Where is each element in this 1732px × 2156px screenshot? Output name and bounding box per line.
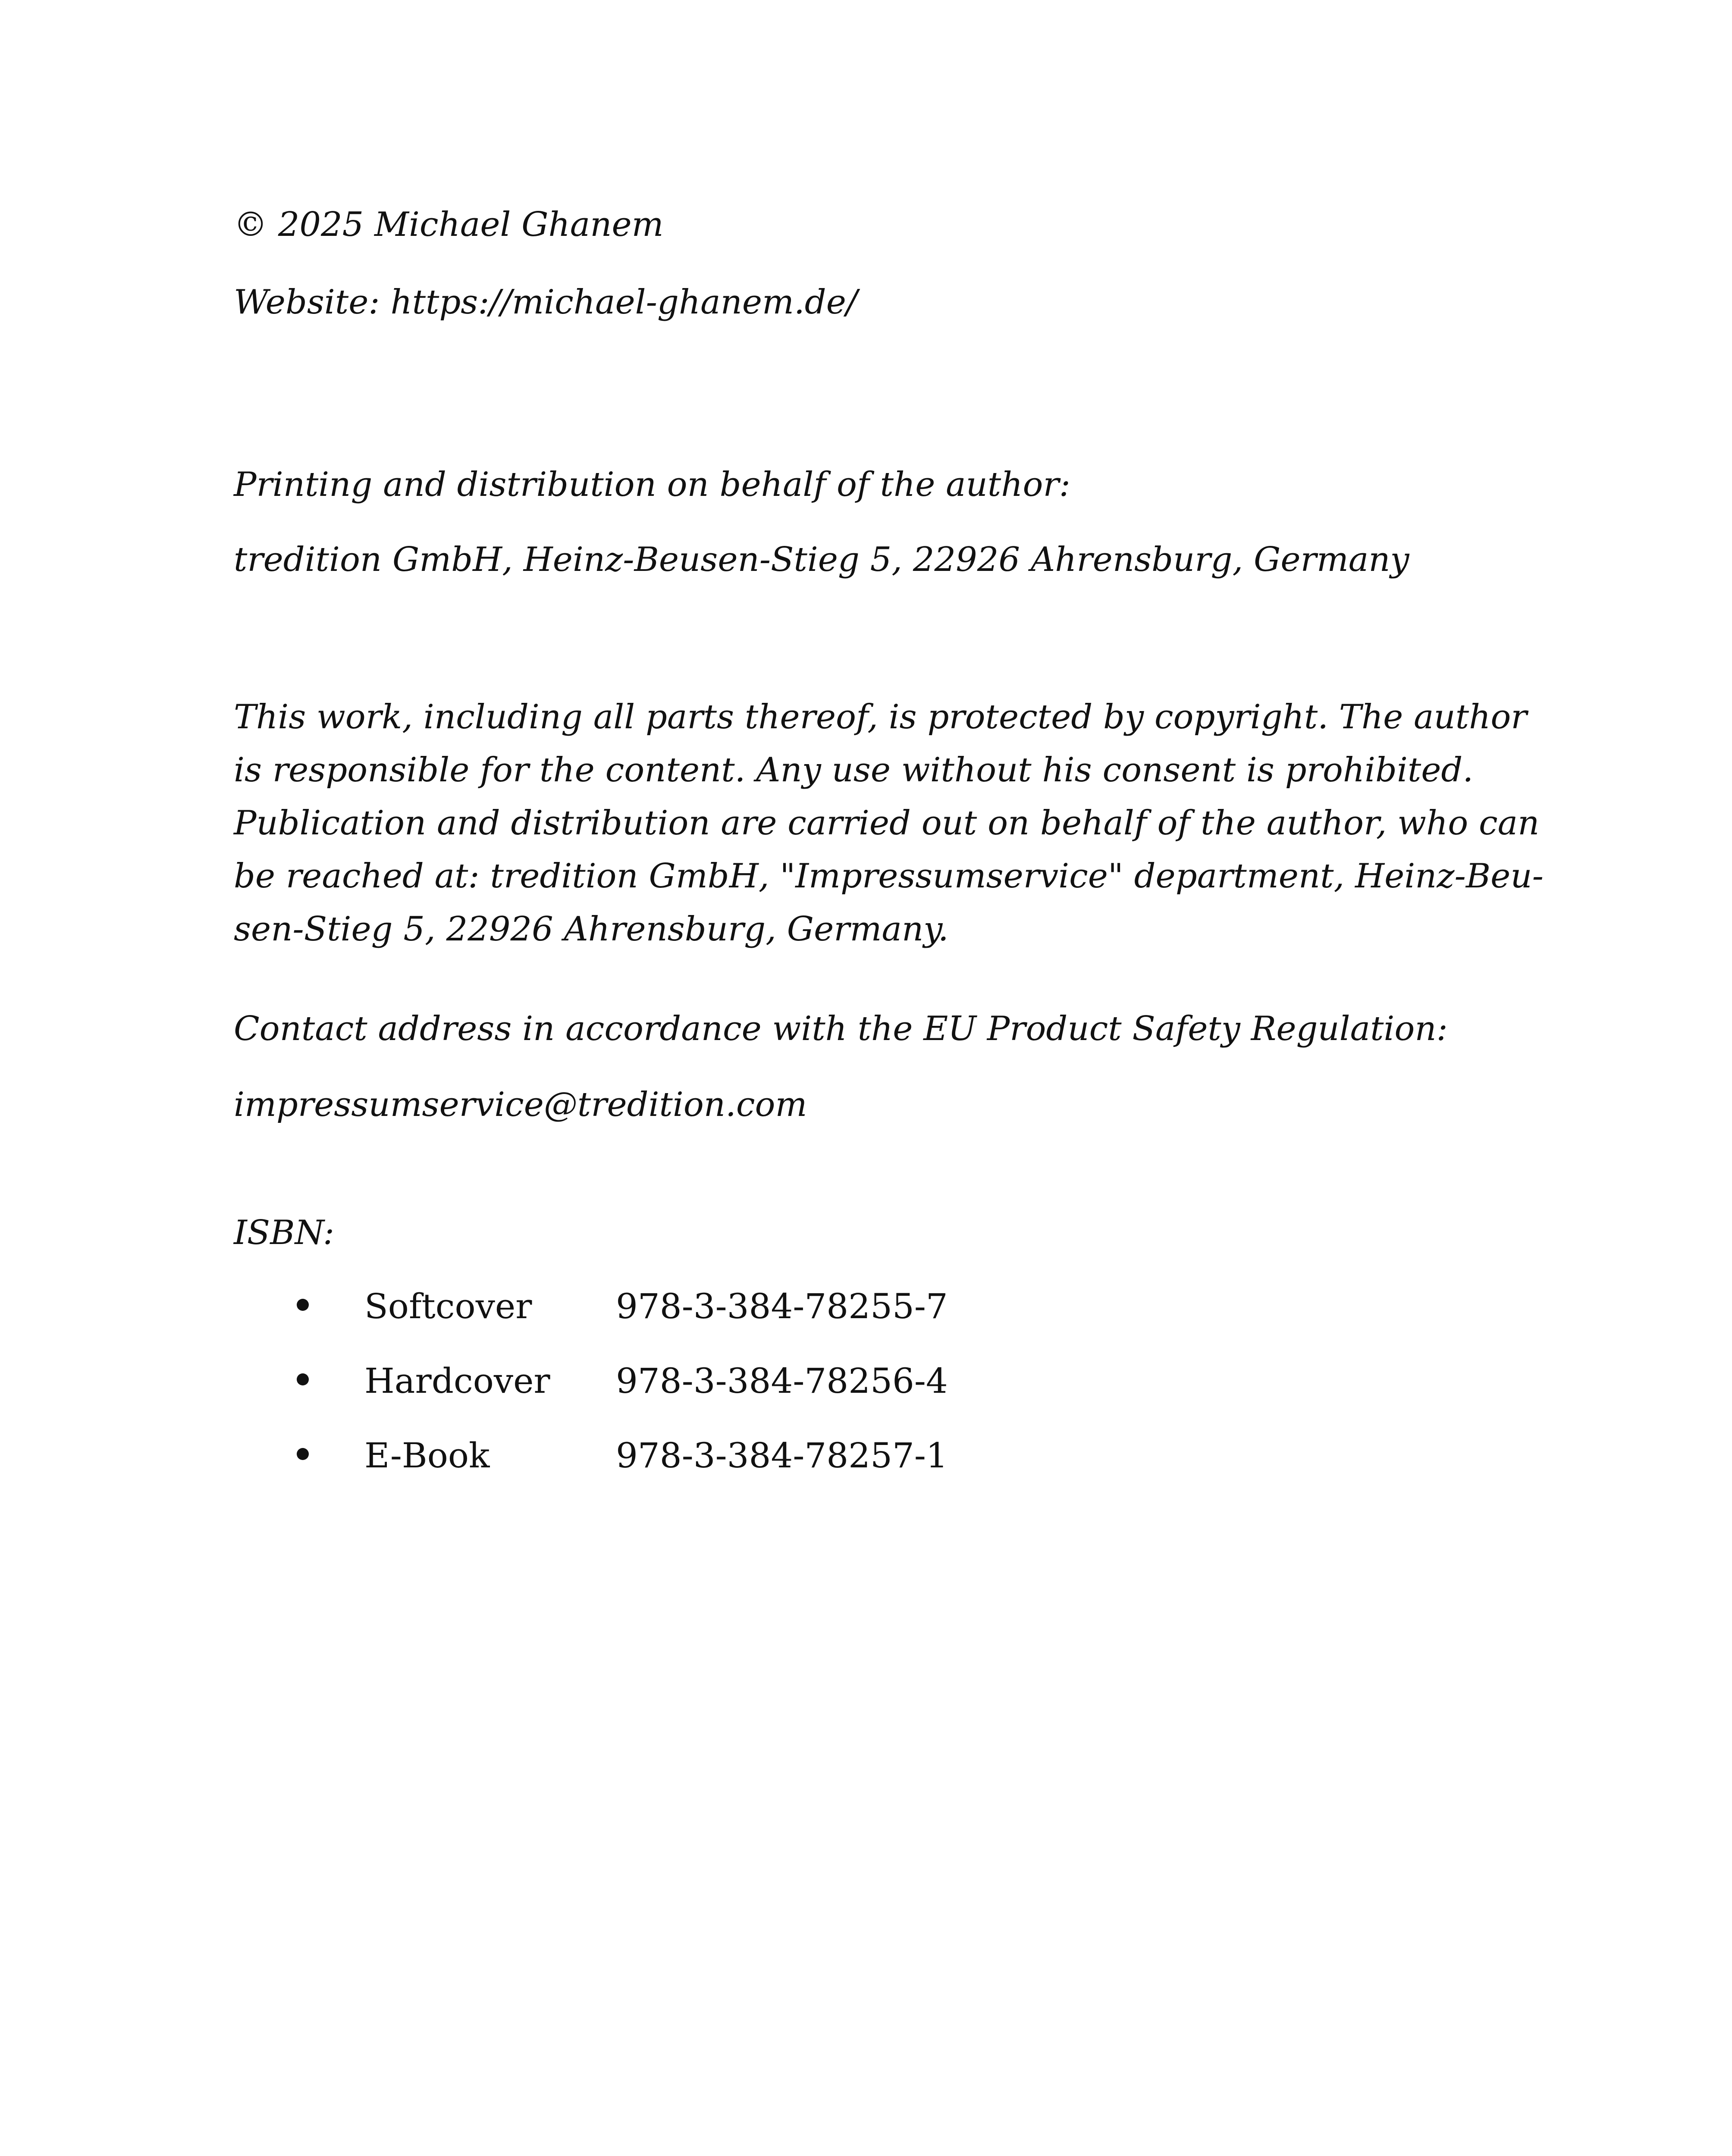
- isbn-format: Hardcover: [364, 1361, 550, 1401]
- gpsr-contact-email: impressumservice@tredition.com: [234, 1085, 807, 1124]
- isbn-list-item: [0, 1361, 1732, 1438]
- gpsr-contact-label: Contact address in accordance with the EU Product Safety Regulation:: [234, 1009, 1448, 1048]
- isbn-list: [0, 1286, 1732, 1513]
- isbn-format: E-Book: [364, 1435, 490, 1476]
- isbn-number: 978-3-384-78255-7: [616, 1286, 948, 1326]
- legal-notice: [234, 691, 1544, 956]
- legal-notice-line: be reached at: tredition GmbH, "Impressumservice" department, Heinz-Beu-: [234, 857, 1544, 896]
- isbn-number: 978-3-384-78257-1: [616, 1435, 948, 1476]
- printing-label: Printing and distribution on behalf of the author:: [234, 465, 1071, 504]
- bullet-icon: [297, 1448, 309, 1460]
- publisher-address: tredition GmbH, Heinz-Beusen-Stieg 5, 22926 Ahrensburg, Germany: [234, 540, 1409, 579]
- bullet-icon: [297, 1299, 309, 1311]
- copyright-notice: © 2025 Michael Ghanem: [234, 205, 664, 244]
- legal-notice-line: Publication and distribution are carried out on behalf of the author, who can: [234, 804, 1540, 843]
- isbn-format: Softcover: [364, 1286, 532, 1326]
- bullet-icon: [297, 1373, 309, 1385]
- isbn-number: 978-3-384-78256-4: [616, 1361, 948, 1401]
- isbn-list-item: [0, 1435, 1732, 1513]
- legal-notice-line: is responsible for the content. Any use without his consent is prohibited.: [234, 751, 1474, 790]
- website-line: Website: https://michael-ghanem.de/: [234, 283, 858, 322]
- legal-notice-line: sen-Stieg 5, 22926 Ahrensburg, Germany.: [234, 910, 949, 949]
- legal-notice-line: This work, including all parts thereof, is protected by copyright. The author: [234, 698, 1527, 736]
- isbn-list-item: [0, 1286, 1732, 1364]
- isbn-label: ISBN:: [234, 1213, 335, 1252]
